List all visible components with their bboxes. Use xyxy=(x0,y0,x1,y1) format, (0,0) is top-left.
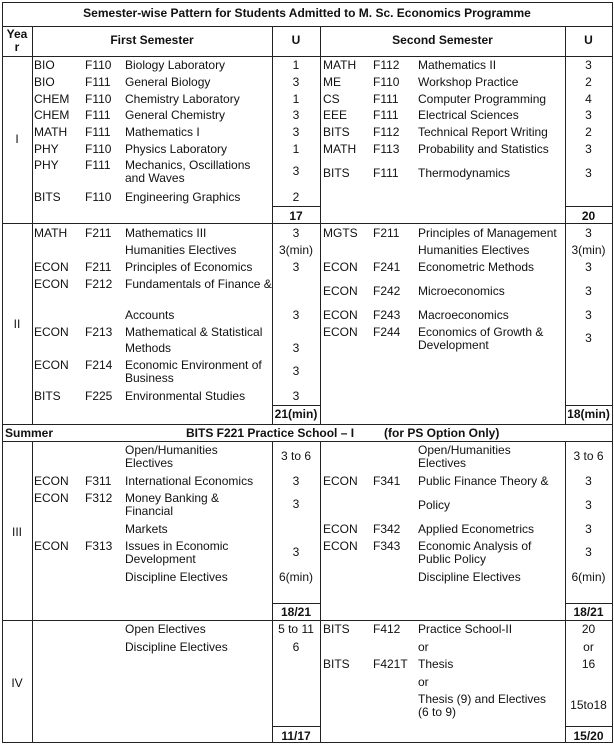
course-dept: MATH xyxy=(34,226,68,240)
header-divider xyxy=(2,56,612,57)
course-title: Technical Report Writing xyxy=(418,125,548,139)
course-units: 3 xyxy=(585,522,592,536)
course-units: 2 xyxy=(292,190,300,204)
course-dept: BIO xyxy=(34,58,55,72)
course-title: Econometric Methods xyxy=(418,260,535,274)
course-number: F112 xyxy=(373,125,400,139)
y4-total-line-1 xyxy=(272,726,320,727)
course-dept: ECON xyxy=(323,325,358,339)
course-title: Discipline Electives xyxy=(125,570,228,584)
course-units: 3 xyxy=(585,58,592,72)
course-dept: BITS xyxy=(323,622,350,636)
course-dept: ECON xyxy=(323,284,358,298)
course-units: 1 xyxy=(292,142,300,156)
course-dept: MATH xyxy=(34,125,68,139)
course-title: Electrical Sciences xyxy=(418,108,519,122)
course-units: 3 xyxy=(585,284,592,298)
course-number: F213 xyxy=(85,325,113,339)
course-dept: ME xyxy=(323,75,341,89)
course-number: F242 xyxy=(373,284,401,298)
course-title: Open Electives xyxy=(125,622,206,636)
course-dept: ECON xyxy=(34,491,69,505)
y1-total-line-2 xyxy=(565,206,612,207)
course-dept: ECON xyxy=(34,539,69,553)
semester-total: 18/21 xyxy=(280,605,312,619)
semester-total: 18(min) xyxy=(567,407,610,421)
summer-top xyxy=(2,424,612,425)
course-units: 3 xyxy=(292,389,300,403)
page-title: Semester-wise Pattern for Students Admitted to M. Sc. Economics Programme xyxy=(83,6,531,20)
course-dept: PHY xyxy=(34,158,59,172)
course-dept: CHEM xyxy=(34,92,70,106)
y2-total-line-2 xyxy=(565,405,612,406)
course-number: F412 xyxy=(373,622,401,636)
course-title: Thesis xyxy=(418,657,454,671)
course-dept: BITS xyxy=(34,389,61,403)
course-title: Markets xyxy=(125,522,168,536)
course-title: International Economics xyxy=(125,474,254,488)
course-title: Discipline Electives xyxy=(418,570,521,584)
course-number: F313 xyxy=(85,539,113,553)
unit1-col-right xyxy=(320,26,321,424)
course-dept: MATH xyxy=(323,142,357,156)
course-title: Practice School-II xyxy=(418,622,513,636)
summer-label: Summer xyxy=(5,426,54,440)
course-title: Humanities Electives xyxy=(418,243,530,257)
y3-total-line-2 xyxy=(565,603,612,604)
course-title: Environmental Studies xyxy=(125,389,246,403)
course-units: 3 xyxy=(585,260,592,274)
course-title: Mathematical & Statistical xyxy=(125,325,263,339)
y3-total-line-1 xyxy=(272,603,320,604)
course-units: 2 xyxy=(585,75,592,89)
course-number: F342 xyxy=(373,522,401,536)
course-title: or xyxy=(418,640,429,654)
year-col-line xyxy=(32,26,33,424)
course-title: Money Banking & Financial xyxy=(125,491,220,518)
semester-total: 20 xyxy=(581,209,596,223)
first-semester-header: First Semester xyxy=(110,33,194,47)
course-units: 3 xyxy=(585,545,592,559)
course-number: F111 xyxy=(85,158,111,172)
course-title: Issues in Economic Development xyxy=(125,539,229,566)
course-number: F311 xyxy=(85,474,112,488)
course-dept: BITS xyxy=(323,166,350,180)
course-units: 3 xyxy=(292,308,300,322)
course-units: 1 xyxy=(292,58,300,72)
course-title: Thermodynamics xyxy=(418,166,511,180)
year-label: II xyxy=(13,317,21,331)
course-title: Macroeconomics xyxy=(418,308,509,322)
title-divider xyxy=(2,26,612,27)
course-dept: ECON xyxy=(34,277,69,291)
course-title: Applied Econometrics xyxy=(418,522,535,536)
course-dept: ECON xyxy=(323,308,358,322)
course-units: 6(min) xyxy=(278,570,313,584)
course-title: Public Finance Theory & xyxy=(418,474,549,488)
course-number: F110 xyxy=(85,58,112,72)
course-units: 2 xyxy=(585,125,592,139)
course-number: F111 xyxy=(373,166,399,180)
year-label: I xyxy=(15,132,19,146)
course-number: F110 xyxy=(85,142,112,156)
units-header-1: U xyxy=(291,33,301,47)
border-left xyxy=(2,2,3,743)
course-units: 3 xyxy=(292,364,300,378)
course-title: Mathematics II xyxy=(418,58,497,72)
semester-total: 17 xyxy=(289,209,303,223)
course-units: 6(min) xyxy=(571,570,606,584)
course-title: Mathematics I xyxy=(125,125,200,139)
course-units: 3 xyxy=(292,545,300,559)
course-title: Workshop Practice xyxy=(418,75,519,89)
course-dept: CHEM xyxy=(34,108,70,122)
course-number: F211 xyxy=(373,226,400,240)
course-units: 3 xyxy=(292,125,300,139)
course-units: 3 to 6 xyxy=(573,449,604,463)
course-title: Economic Environment of Business xyxy=(125,358,262,385)
course-units: 3 xyxy=(292,164,300,178)
y2-total-line-1 xyxy=(272,405,320,406)
course-number: F211 xyxy=(85,260,112,274)
course-dept: BITS xyxy=(323,657,350,671)
course-number: F111 xyxy=(373,92,399,106)
border-top xyxy=(2,2,612,3)
course-dept: MGTS xyxy=(323,226,358,240)
year-label: III xyxy=(11,525,22,539)
course-dept: ECON xyxy=(34,325,69,339)
course-dept: ECON xyxy=(323,522,358,536)
course-title: Thesis (9) and Electives (6 to 9) xyxy=(418,692,547,719)
course-number: F111 xyxy=(85,108,111,122)
course-units: 20 xyxy=(581,622,596,636)
semester-total: 18/21 xyxy=(573,605,604,619)
course-title: Computer Programming xyxy=(418,92,547,106)
course-title: Economics of Growth & Development xyxy=(418,325,544,352)
course-title: Accounts xyxy=(125,308,175,322)
course-units: 6 xyxy=(292,640,300,654)
course-units: 3 xyxy=(585,226,592,240)
course-title: Mechanics, Oscillations and Waves xyxy=(125,158,251,185)
course-units: 16 xyxy=(581,657,596,671)
course-units: 3 xyxy=(292,497,300,511)
course-number: F244 xyxy=(373,325,401,339)
course-units: 3 xyxy=(585,166,592,180)
course-dept: BIO xyxy=(34,75,55,89)
course-dept: ECON xyxy=(323,474,358,488)
course-units: 3 xyxy=(292,260,300,274)
course-title: General Chemistry xyxy=(125,108,226,122)
course-dept: ECON xyxy=(34,358,69,372)
course-units: 4 xyxy=(585,92,592,106)
course-units: 3 to 6 xyxy=(280,449,312,463)
course-number: F212 xyxy=(85,277,113,291)
course-number: F112 xyxy=(373,58,400,72)
semester-total: 11/17 xyxy=(281,729,311,743)
course-title: Economic Analysis of Public Policy xyxy=(418,539,532,566)
y3-divider xyxy=(2,620,612,621)
units-header-2: U xyxy=(584,33,593,47)
semester-total: 21(min) xyxy=(274,407,318,421)
summer-course: BITS F221 Practice School – I xyxy=(186,426,355,440)
course-units: 3 xyxy=(292,226,300,240)
course-units: 3 xyxy=(585,108,592,122)
course-title: Biology Laboratory xyxy=(125,58,226,72)
course-dept: CS xyxy=(323,92,340,106)
unit1-col-right xyxy=(320,441,321,743)
course-title: Chemistry Laboratory xyxy=(125,92,240,106)
y1-divider xyxy=(2,223,612,224)
course-title: Probability and Statistics xyxy=(418,142,549,156)
course-number: F110 xyxy=(85,190,112,204)
course-title: Physics Laboratory xyxy=(125,142,228,156)
course-title: Mathematics III xyxy=(125,226,207,240)
course-number: F214 xyxy=(85,358,113,372)
course-title: Principles of Management xyxy=(418,226,557,240)
course-units: 3 xyxy=(292,474,300,488)
y4-total-line-2 xyxy=(565,726,612,727)
course-dept: ECON xyxy=(323,260,358,274)
course-dept: PHY xyxy=(34,142,59,156)
course-title: Fundamentals of Finance & xyxy=(125,277,272,291)
course-title: Microeconomics xyxy=(418,284,505,298)
second-semester-header: Second Semester xyxy=(392,33,493,47)
summer-note: (for PS Option Only) xyxy=(384,426,500,440)
course-dept: BITS xyxy=(323,125,350,139)
course-number: F312 xyxy=(85,491,113,505)
course-title: or xyxy=(418,675,429,689)
course-dept: ECON xyxy=(34,474,69,488)
summer-bottom xyxy=(2,441,612,442)
course-units: 5 to 11 xyxy=(278,622,314,636)
course-units: 3 xyxy=(585,331,592,345)
course-number: F111 xyxy=(85,125,111,139)
course-units: or xyxy=(583,640,594,654)
course-number: F110 xyxy=(85,92,112,106)
course-units: 3 xyxy=(585,142,592,156)
course-number: F111 xyxy=(85,75,111,89)
course-title: Methods xyxy=(125,341,172,355)
course-units: 3 xyxy=(585,308,592,322)
course-title: Open/Humanities Electives xyxy=(125,443,218,470)
course-number: F243 xyxy=(373,308,401,322)
course-units: 3 xyxy=(292,341,300,355)
course-title: Humanities Electives xyxy=(125,243,237,257)
course-number: F111 xyxy=(373,108,399,122)
course-title: Principles of Economics xyxy=(125,260,253,274)
course-number: F421T xyxy=(373,657,408,671)
semester-total: 15/20 xyxy=(573,729,604,743)
course-number: F241 xyxy=(373,260,401,274)
course-title: Open/Humanities Electives xyxy=(418,443,511,470)
year-label: IV xyxy=(11,676,23,690)
course-units: 3(min) xyxy=(278,243,313,257)
course-units: 3 xyxy=(292,75,300,89)
course-number: F113 xyxy=(373,142,400,156)
course-title: General Biology xyxy=(125,75,211,89)
course-title: Policy xyxy=(418,498,451,512)
course-number: F343 xyxy=(373,539,401,553)
year-col-line xyxy=(32,441,33,743)
course-dept: BITS xyxy=(34,190,61,204)
course-dept: ECON xyxy=(34,260,69,274)
border-right xyxy=(612,2,613,743)
course-dept: EEE xyxy=(323,108,348,122)
course-number: F110 xyxy=(373,75,400,89)
course-number: F341 xyxy=(373,474,401,488)
course-units: 15to18 xyxy=(570,698,607,712)
course-units: 3(min) xyxy=(571,243,606,257)
course-number: F225 xyxy=(85,389,113,403)
course-number: F211 xyxy=(85,226,112,240)
course-units: 1 xyxy=(292,92,300,106)
course-title: Discipline Electives xyxy=(125,640,228,654)
course-dept: ECON xyxy=(323,539,358,553)
year-header: Yea r xyxy=(6,27,28,54)
course-units: 3 xyxy=(292,108,300,122)
course-dept: MATH xyxy=(323,58,357,72)
course-title: Engineering Graphics xyxy=(125,190,241,204)
course-units: 3 xyxy=(585,474,592,488)
y1-total-line-1 xyxy=(272,206,320,207)
course-units: 3 xyxy=(585,498,592,512)
